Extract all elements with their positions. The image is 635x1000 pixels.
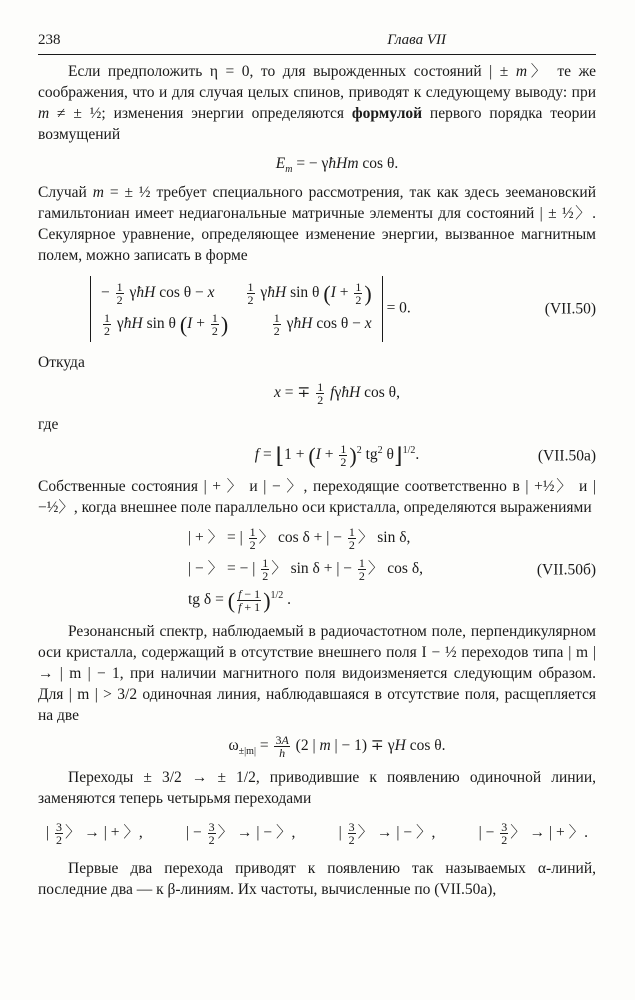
transition-item: | − $\frac{3}{2}$ 〉 → | − 〉, <box>186 820 296 847</box>
paragraph-2: Случай m = ± ½ требует специального рассмотрения, так как здесь зеемановский гамильтониан имеет недиагональные матричные элементы для состояний | ± ½〉. Секулярное уравнение, определяющее изменение энергии, вызванное магнитным полем, можно записать в форме <box>38 184 596 264</box>
chapter-title: Глава VII <box>387 32 446 48</box>
transition-item: | − $\frac{3}{2}$ 〉 → | + 〉. <box>478 820 588 847</box>
equation-em: $E_m$ = − γħHm cos θ. <box>275 155 399 176</box>
equation-x: x = ∓ $\frac{1}{2}$ fγħH cos θ, <box>274 380 400 407</box>
equation-vii-50: − $\frac{1}{2}$ γħH cos θ − x $\frac{1}{2}$ γħH sin θ (I + $\frac{1}{2}$ ) $\frac{1}{2}$ γħH sin θ (I + $\frac{1}{2}$ ) $\frac{1}{2}$ γħH cos θ − x = 0. (VII.50) <box>38 276 596 342</box>
transition-item: | $\frac{3}{2}$ 〉 → | − 〉, <box>338 820 436 847</box>
running-header <box>38 30 596 55</box>
page-number: 238 <box>38 32 61 48</box>
equation-label: (VII.50б) <box>536 561 596 578</box>
transition-item: | $\frac{3}{2}$ 〉 → | + 〉, <box>46 820 143 847</box>
secular-determinant: − $\frac{1}{2}$ γħH cos θ − x $\frac{1}{2}$ γħH sin θ (I + $\frac{1}{2}$ ) $\frac{1}{2}$ γħH sin θ (I + $\frac{1}{2}$ ) $\frac{1}{2}$ γħH cos θ − x <box>90 276 383 342</box>
equation-vii-50b: | + 〉 = | $\frac{1}{2}$ 〉 cos δ + | − $\frac{1}{2}$ 〉 sin δ, | − 〉 = − | $\frac{1}{2}$ 〉 sin δ + | − $\frac{1}{2}$ 〉 cos δ, tg δ = ( $\frac{f - 1}{f + 1}$ )$^{1/2}$ . (VII.50б) <box>188 525 596 614</box>
equation-label: (VII.50а) <box>537 447 596 464</box>
paragraph-1: Если предположить η = 0, то для вырожденных состояний | ± m〉 те же соображения, что и для случая целых спинов, приводят к следующему выводу: при m ≠ ± ½; изменения энергии определяются формулой первого порядка теории возмущений <box>38 63 596 143</box>
equation-omega: $\omega_{\pm|m|}$ = $\frac{3A}{h}$ (2 | m | − 1) ∓ γH cos θ. <box>228 733 446 760</box>
word-otkuda: Откуда <box>38 354 85 371</box>
paragraph-6: Первые два перехода приводят к появлению так называемых α-линий, последние два — к β-линиям. Их частоты, вычисленные по (VII.50а), <box>38 860 596 898</box>
page <box>38 30 596 900</box>
equation-label: (VII.50) <box>544 300 596 318</box>
paragraph-5: Переходы ± 3/2 → ± 1/2, приводившие к появлению одиночной линии, заменяются теперь четырьмя переходами <box>38 769 596 807</box>
equation-vii-50a: f = ⌊1 + (I + $\frac{1}{2}$ )$^2$ $tg^2$ θ⌋$^{1/2}$. (VII.50а) <box>254 442 596 469</box>
paragraph-4: Резонансный спектр, наблюдаемый в радиочастотном поле, перпендикулярном оси кристалла, содержащий в отсутствие внешнего поля I − ½ переходов типа | m | → | m | − 1, при наличии магнитного поля видоизменяется следующим образом. Для | m | > 3/2 одиночная линия, наблюдавшаяся в отсутствие поля, расщепляется на две <box>38 623 596 724</box>
transitions-list <box>38 821 596 846</box>
paragraph-3: Собственные состояния | + 〉 и | − 〉, переходящие соответственно в | +½〉 и | −½〉, когда внешнее поле параллельно оси кристалла, определяются выражениями <box>38 478 596 516</box>
word-gde: где <box>38 416 59 433</box>
